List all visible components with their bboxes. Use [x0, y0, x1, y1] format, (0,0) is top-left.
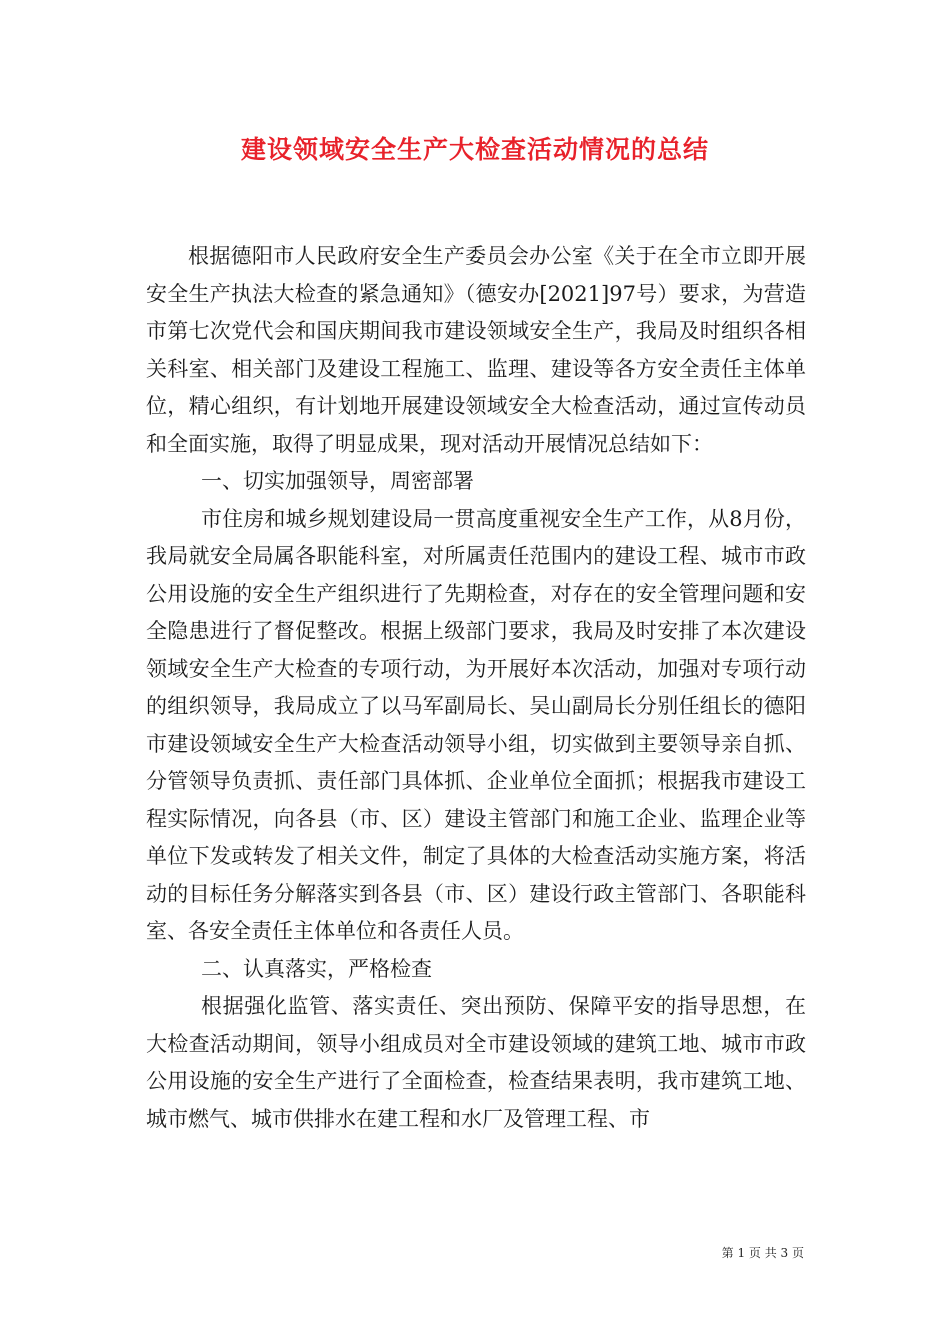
- paragraph-section-1: 市住房和城乡规划建设局一贯高度重视安全生产工作，从8月份，我局就安全局属各职能科室，对所属责任范围内的建设工程、城市市政公用设施的安全生产组织进行了先期检查，对存在的安全管理问题和安全隐患进行了督促整改。根据上级部门要求，我局及时安排了本次建设领域安全生产大检查的专项行动，为开展好本次活动，加强对专项行动的组织领导，我局成立了以马军副局长、吴山副局长分别任组长的德阳市建设领域安全生产大检查活动领导小组，切实做到主要领导亲自抓、分管领导负责抓、责任部门具体抓、企业单位全面抓；根据我市建设工程实际情况，向各县（市、区）建设主管部门和施工企业、监理企业等单位下发或转发了相关文件，制定了具体的大检查活动实施方案，将活动的目标任务分解落实到各县（市、区）建设行政主管部门、各职能科室、各安全责任主体单位和各责任人员。: [146, 506, 806, 943]
- page-number: 第 1 页 共 3 页: [721, 1246, 804, 1260]
- document-title: 建设领域安全生产大检查活动情况的总结: [240, 135, 709, 164]
- paragraph-intro: 根据德阳市人民政府安全生产委员会办公室《关于在全市立即开展安全生产执法大检查的紧急通知》（德安办[2021]97号）要求，为营造市第七次党代会和国庆期间我市建设领域安全生产，我局及时组织各相关科室、相关部门及建设工程施工、监理、建设等各方安全责任主体单位，精心组织，有计划地开展建设领域安全大检查活动，通过宣传动员和全面实施，取得了明显成果，现对活动开展情况总结如下：: [146, 244, 806, 456]
- document-body: [146, 238, 806, 1138]
- paragraph-section-2: 根据强化监管、落实责任、突出预防、保障平安的指导思想，在大检查活动期间，领导小组成员对全市建设领域的建筑工地、城市市政公用设施的安全生产进行了全面检查，检查结果表明，我市建筑工地、城市燃气、城市供排水在建工程和水厂及管理工程、市: [146, 994, 806, 1131]
- section-heading-1: 一、切实加强领导，周密部署: [201, 469, 474, 493]
- section-heading-2: 二、认真落实，严格检查: [201, 956, 432, 981]
